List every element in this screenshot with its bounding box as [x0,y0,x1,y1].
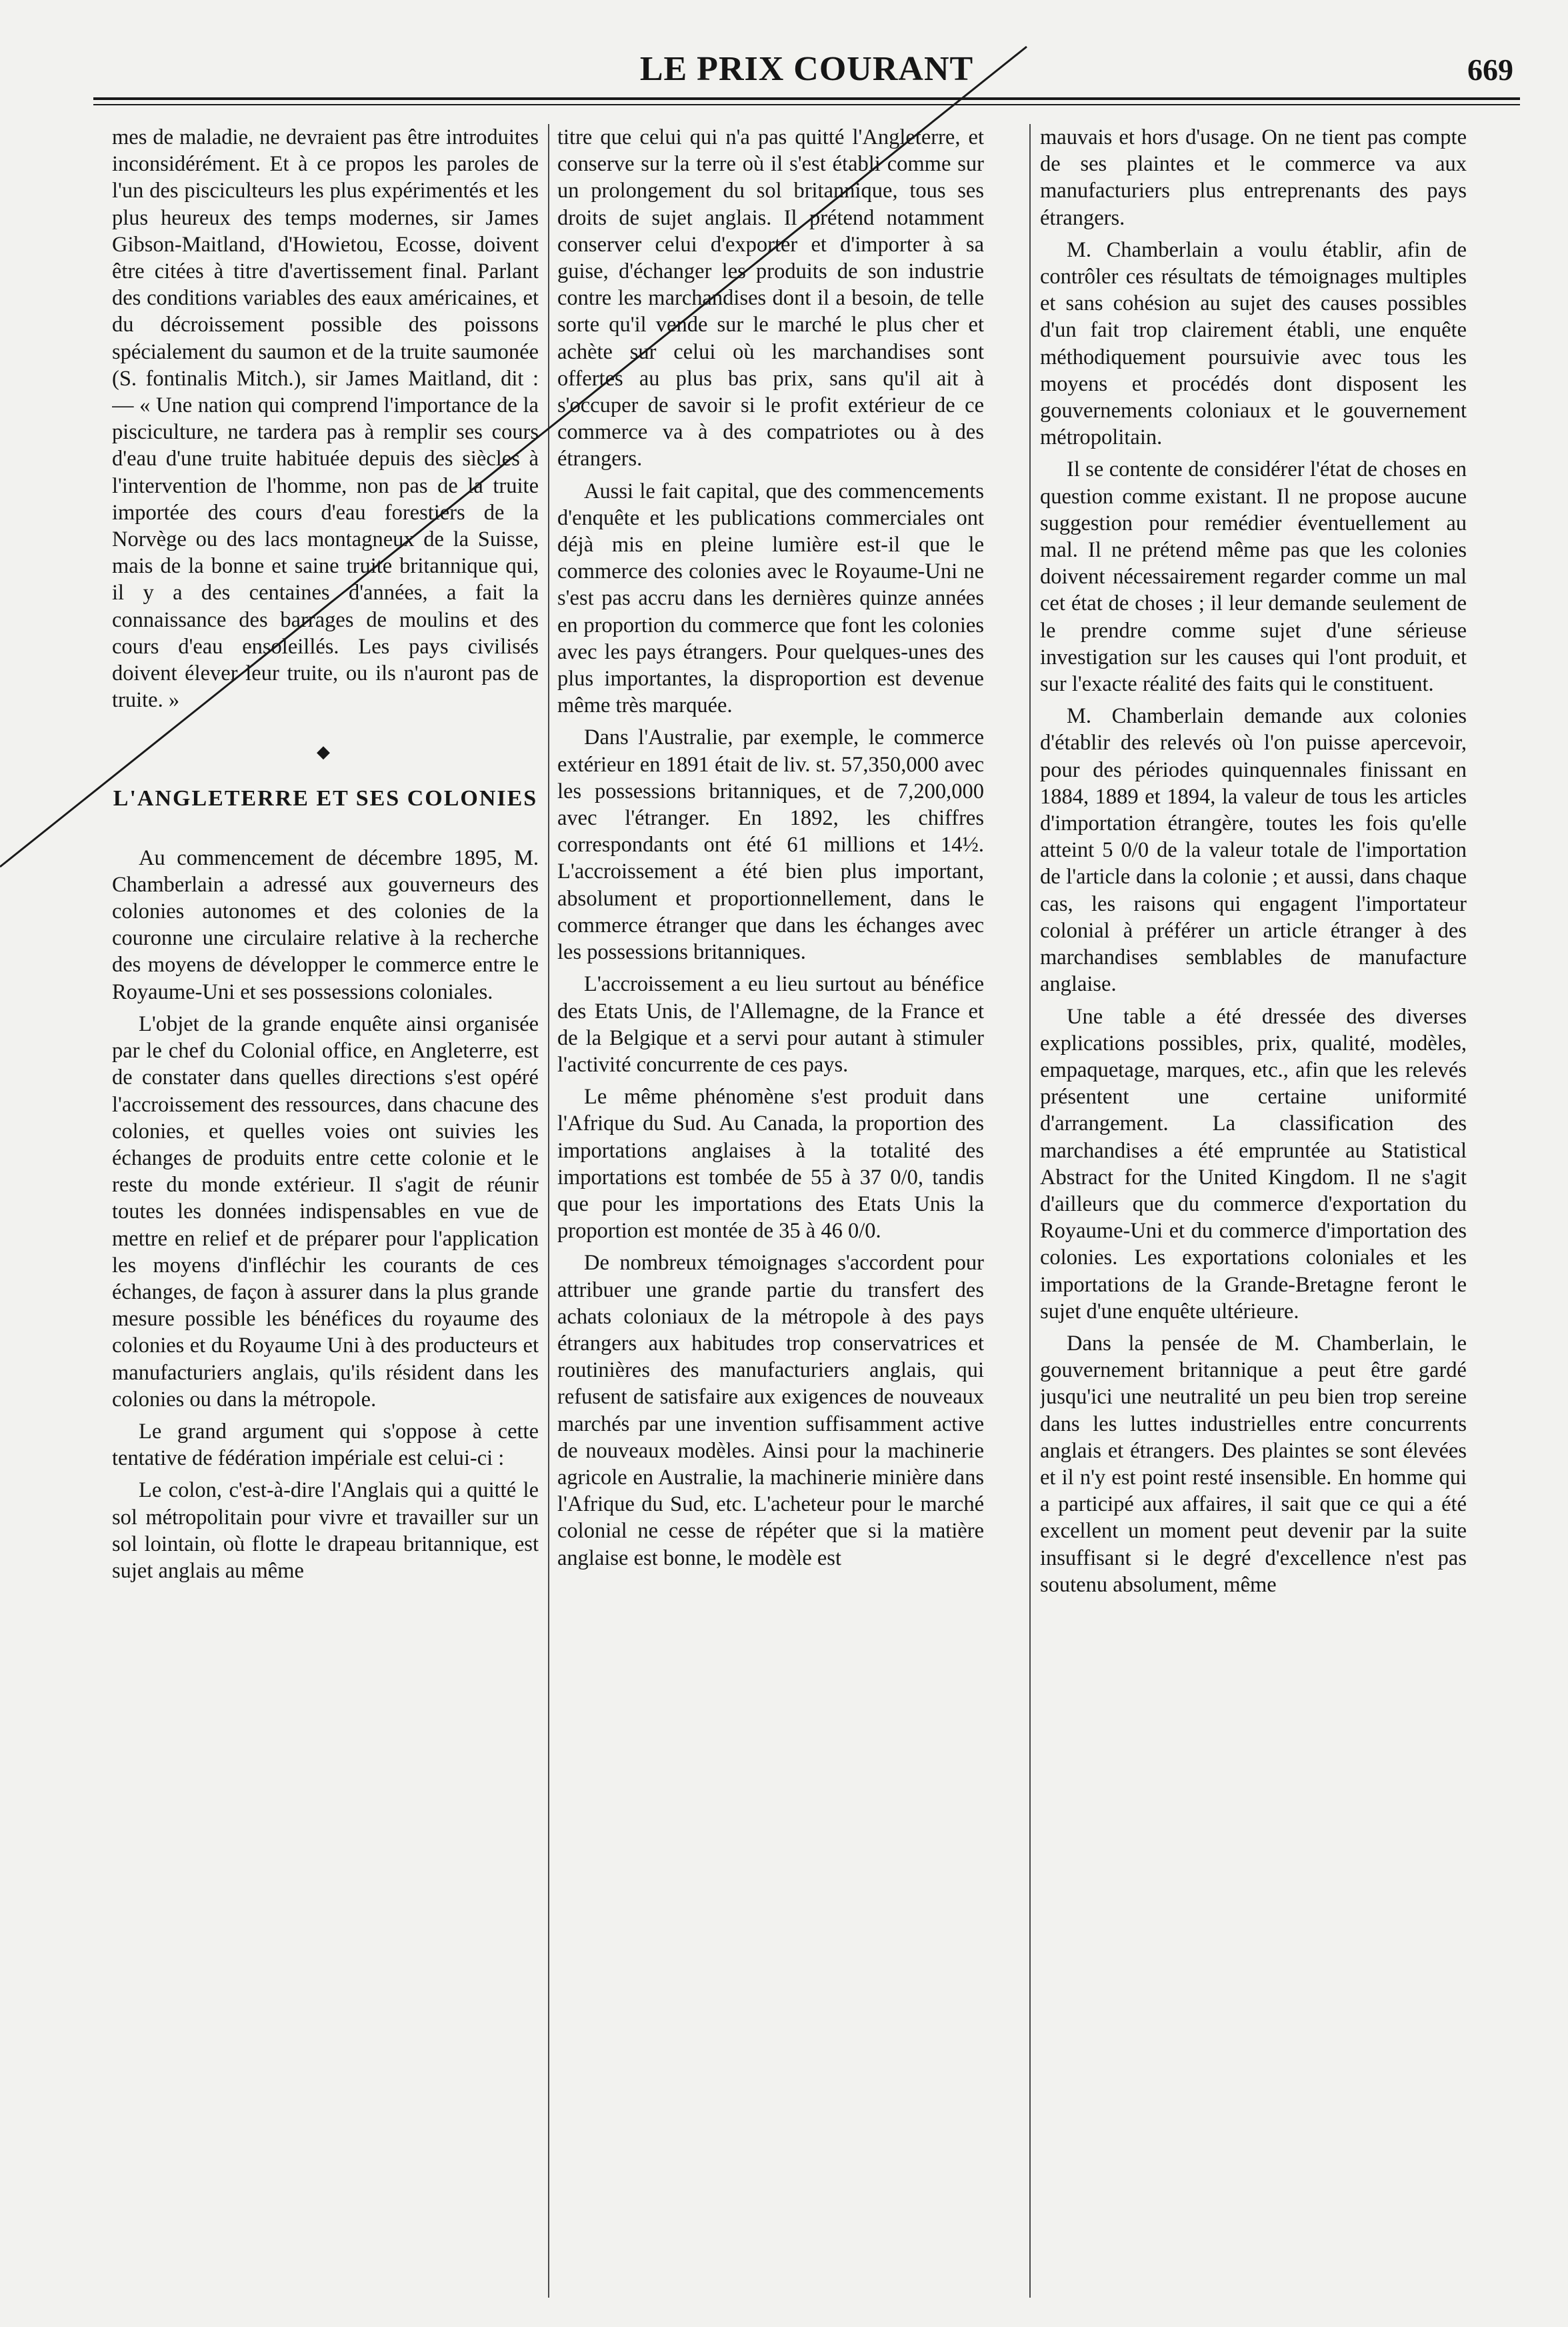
paragraph-fish-continued: mes de maladie, ne devraient pas être introduites inconsidérément. Et à ce propos les paroles de l'un des pisciculteurs les plus expérimentés et les plus heureux des temps modernes, sir James Gibson-Maitland, d'Howietou, Ecosse, doivent être citées à titre d'avertissement final. Parlant des conditions variables des eaux américaines, et du décroissement possible des poissons spécialement du saumon et de la truite saumonée (S. fontinalis Mitch.), sir James Maitland, dit : — « Une nation qui comprend l'importance de la pisciculture, ne tardera pas à remplir ses cours d'eau d'une truite habituée depuis des siècles à l'intervention de l'homme, non pas de la truite importée des cours d'eau forestiers de la Norvège ou des lacs montagneux de la Suisse, mais de la bonne et saine truite britannique qui, il y a des centaines d'années, a fait la connaissance des barrages de moulins et des cours d'eau ensoleillés. Les pays civilisés doivent élever leur truite, ou ils n'auront pas de truite. » [112,125,539,713]
paragraph-continued: titre que celui qui n'a pas quitté l'Angleterre, et conserve sur la terre où il s'est établi comme sur un prolongement du sol britannique, tous ses droits de sujet anglais. Il prétend notamment conserver celui d'exporter et d'importer à sa guise, d'échanger les produits de son industrie contre les marchandises dont il a besoin, de telle sorte qu'il vende sur le marché le plus cher et achète sur celui où les marchandises sont offertes au plus bas prix, sans qu'il ait à s'occuper de savoir si le profit extérieur de ce commerce va à des compatriotes ou à des étrangers. [557,125,984,471]
paragraph: Aussi le fait capital, que des commencements d'enquête et les publications commerciales ont déjà mis en pleine lumière est-il que le commerce des colonies avec le Royaume-Uni ne s'est pas accru dans les dernières quinze années en proportion du commerce que font les colonies avec les pays étrangers. Pour quelques-unes des plus importantes, la disproportion est devenue même très marquée. [557,479,984,718]
paragraph: Le colon, c'est-à-dire l'Anglais qui a quitté le sol métropolitain pour vivre et travailler sur un sol lointain, où flotte le drapeau britannique, est sujet anglais au même [112,1478,539,1583]
paragraph: De nombreux témoignages s'accordent pour attribuer une grande partie du transfert des achats coloniaux de la métropole à des pays étrangers aux habitudes trop conservatrices et routinières des manufacturiers anglais, qui refusent de satisfaire aux exigences de nouveaux marchés par une invention suffisamment active de nouveaux modèles. Ainsi pour la machinerie agricole en Australie, la machinerie minière dans l'Afrique du Sud, etc. L'acheteur pour le marché colonial ne cesse de répéter que si la matière anglaise est bonne, le modèle est [557,1251,984,1570]
paragraph-continued: mauvais et hors d'usage. On ne tient pas compte de ses plaintes et le commerce va aux manufacturiers plus entreprenants des pays étrangers. [1040,125,1467,230]
paragraph: Le même phénomène s'est produit dans l'Afrique du Sud. Au Canada, la proportion des importations anglaises à la totalité des importations est tombée de 55 à 37 0/0, tandis que pour les importations des Etats Unis la proportion est montée de 35 à 46 0/0. [557,1085,984,1244]
paragraph: Au commencement de décembre 1895, M. Chamberlain a adressé aux gouverneurs des colonies autonomes et des colonies de la couronne une circulaire relative à la recherche des moyens de développer le commerce entre le Royaume-Uni et ses possessions coloniales. [112,845,539,1004]
paragraph: Dans l'Australie, par exemple, le commerce extérieur en 1891 était de liv. st. 57,350,000 avec les possessions britanniques, et de 7,200,000 avec l'étranger. En 1892, les chiffres correspondants ont été 61 millions et 14½. L'accroissement a été bien plus important, absolument et proportionnellement, dans le commerce étranger que dans les échanges avec les possessions britanniques. [557,725,984,965]
diagonal-line [0,47,1027,867]
paragraph: Il se contente de considérer l'état de choses en question comme existant. Il ne propose aucune suggestion pour remédier éventuellement au mal. Il ne prétend même pas que les colonies doivent nécessairement regarder comme un mal cet état de choses ; il leur demande seulement de le prendre comme sujet d'une sérieuse investigation sur les causes qui l'ont produit, et sur l'exacte réalité des faits qui le constituent. [1040,457,1467,697]
paragraph: M. Chamberlain a voulu établir, afin de contrôler ces résultats de témoignages multiples et sans cohésion au sujet des causes possibles d'un fait trop clairement établi, une enquête méthodiquement poursuivie avec tous les moyens et procédés dont disposent les gouvernements coloniaux et le gouvernement métropolitain. [1040,237,1467,450]
paragraph: Une table a été dressée des diverses explications possibles, prix, qualité, modèles, empaquetage, marques, etc., afin que les relevés présentent une certaine uniformité d'arrangement. La classification des marchandises a été empruntée au Statistical Abstract for the United Kingdom. Il ne s'agit d'ailleurs que du commerce d'exportation du Royaume-Uni et du commerce d'importation des colonies. Les exportations coloniales et les importations de la Grande-Bretagne feront le sujet d'une enquête ultérieure. [1040,1004,1467,1324]
running-title: LE PRIX COURANT [639,50,974,88]
paragraph: Le grand argument qui s'oppose à cette tentative de fédération impériale est celui-ci : [112,1419,539,1471]
paragraph: L'accroissement a eu lieu surtout au bénéfice des Etats Unis, de l'Allemagne, de la France et de la Belgique et a servi pour autant à stimuler l'activité concurrente de ces pays. [557,972,984,1077]
page-number: 669 [1467,53,1513,87]
article-title: L'ANGLETERRE ET SES COLONIES [113,785,538,811]
paragraph: L'objet de la grande enquête ainsi organisée par le chef du Colonial office, en Angleterre, est de constater dans quelles directions s'est opéré l'accroissement des ressources, dans chacune des colonies, et quelles voies ont suivies les échanges de produits entre cette colonie et le reste du monde extérieur. Il s'agit de réunir toutes les données indispensables en vue de mettre en relief et de préparer pour l'application les moyens d'infléchir les courants de ces échanges, de façon à assurer dans la plus grande mesure possible les bénéfices du royaume des colonies et du Royaume Uni à des producteurs et manufacturiers anglais, qu'ils résident dans les colonies ou dans la métropole. [112,1011,539,1412]
paragraph: M. Chamberlain demande aux colonies d'établir des relevés où l'on puisse apercevoir, pour des périodes quinquennales finissant en 1884, 1889 et 1894, la valeur de tous les articles d'importation étrangère, toutes les fois qu'elle atteint 5 0/0 de la valeur totale de l'importation de l'article dans la colonie ; et aussi, dans chaque cas, les raisons qui engagent l'importateur colonial à préférer un article étranger à des marchandises semblables de manufacture anglaise. [1040,704,1467,997]
section-ornament: ◆ [317,742,334,762]
paragraph: Dans la pensée de M. Chamberlain, le gouvernement britannique a peut être gardé jusqu'ici une neutralité un peu bien trop sereine dans les luttes industrielles entre concurrents anglais et étrangers. Des plaintes se sont élevées et il n'y est point resté insensible. En homme qui a participé aux affaires, il sait que ce qui a été excellent un moment peut devenir par la suite insuffisant si le degré d'excellence n'est pas soutenu absolument, même [1040,1331,1467,1597]
